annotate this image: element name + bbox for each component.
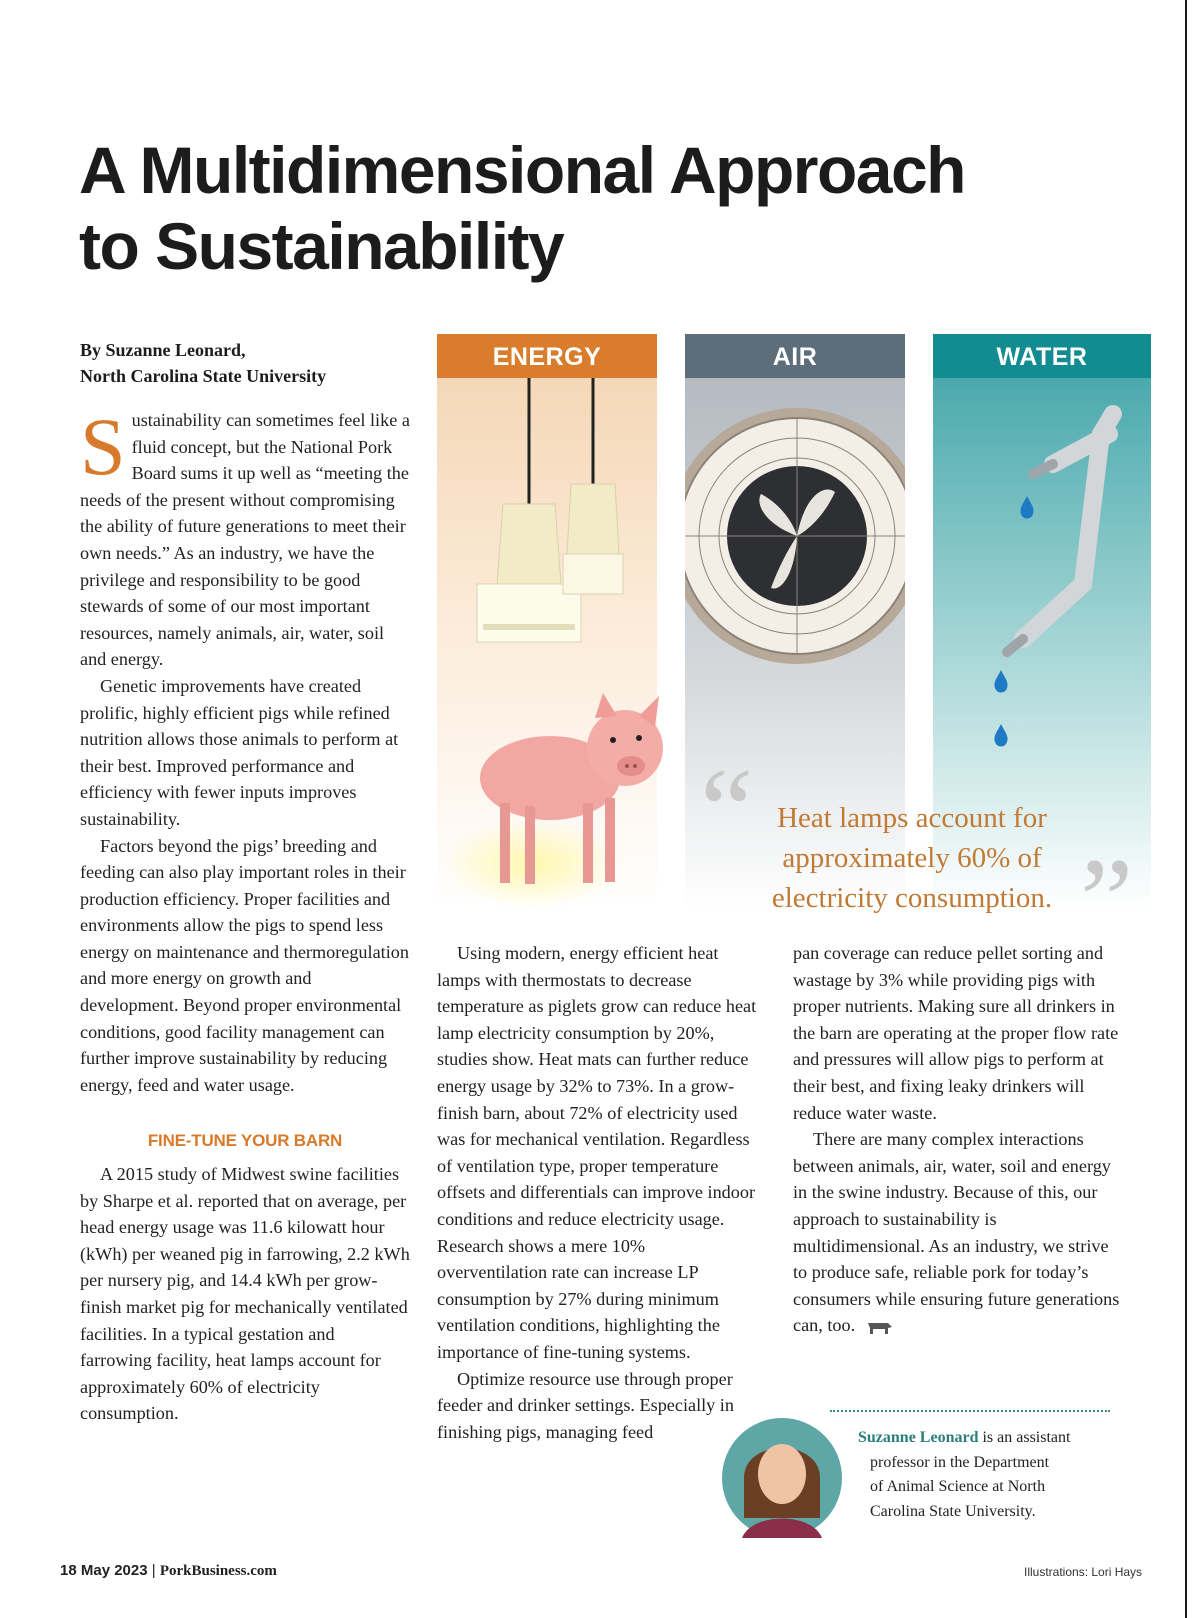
bio-divider bbox=[830, 1410, 1110, 1412]
close-quote-mark: ” bbox=[1080, 833, 1134, 966]
pig-icon bbox=[455, 688, 685, 898]
energy-panel-label: ENERGY bbox=[437, 334, 657, 378]
bio-text-4: Carolina State University. bbox=[870, 1502, 1036, 1520]
paragraph-conclusion-text: There are many complex interactions between animals, air, water, soil and energy in the swine industry. Because of this, our approach to sustainability is multidimensional. As an industry, we strive to produce safe, reliable pork for today’s consumers while ensuring future generations can, too. bbox=[793, 1129, 1120, 1336]
author-headshot bbox=[722, 1408, 842, 1548]
pull-quote-text bbox=[722, 798, 1102, 918]
paragraph-intro bbox=[80, 401, 410, 673]
paragraph-conclusion bbox=[793, 1126, 1123, 1339]
title-line-1: A Multidimensional Approach bbox=[79, 133, 965, 207]
article-column-2 bbox=[437, 940, 759, 1445]
section-subhead: FINE-TUNE YOUR BARN bbox=[147, 1131, 343, 1151]
paragraph-genetics: Genetic improvements have created prolific, highly efficient pigs while refined nutrition allows those animals to perform at their best. Improved performance and efficiency with fewer inputs improves sustainability. bbox=[80, 675, 399, 829]
byline-affiliation: North Carolina State University bbox=[80, 366, 327, 386]
open-quote-mark: “ bbox=[700, 743, 754, 876]
air-panel-label: AIR bbox=[685, 334, 905, 378]
paragraph-heat-lamps: Using modern, energy efficient heat lamps with thermostats to decrease temperature as piglets grow can reduce heat lamp electricity consumption by 20%, studies show. Heat mats can further reduce energy usage by 32% to 73%. In a grow-finish barn, about 72% of electricity used was for mechanical ventilation. Regardless of ventilation type, proper temperature offsets and differentials can improve indoor conditions and reduce electricity usage. Research shows a mere 10% overventilation rate can increase LP consumption by 27% during minimum ventilation conditions, highlighting the importance of fine-tuning systems. bbox=[437, 943, 757, 1362]
issue-date: May 2023 bbox=[80, 1562, 148, 1579]
page-number: 18 bbox=[60, 1562, 77, 1579]
byline-author: By Suzanne Leonard, bbox=[80, 340, 246, 360]
page-edge-rule bbox=[1185, 0, 1187, 1618]
drop-cap: S bbox=[80, 401, 126, 492]
paragraph-intro-text: ustainability can sometimes feel like a fluid concept, but the National Pork Board sums it up well as “meeting the needs of the present without compromising the ability of future generations to meet their own needs.” As an industry, we have the privilege and responsibility to be good stewards of some of our most important resources, namely animals, air, water, soil and energy. bbox=[80, 410, 410, 670]
bio-text-3: of Animal Science at North bbox=[870, 1478, 1046, 1495]
pull-quote bbox=[700, 743, 1140, 966]
article-column-3 bbox=[793, 940, 1123, 1339]
bio-author-name: Suzanne Leonard bbox=[858, 1429, 979, 1446]
footer-separator: | bbox=[151, 1562, 156, 1579]
article-column-1 bbox=[80, 401, 410, 1427]
bio-text-1: is an assistant bbox=[978, 1429, 1071, 1446]
byline bbox=[80, 337, 326, 389]
paragraph-facilities: Factors beyond the pigs’ breeding and feeding can also play important roles in their production efficiency. Proper facilities and environments allow the pigs to spend less energy on maintenance and thermoregulation and more energy on growth and development. Beyond proper environmental conditions, good facility management can further improve sustainability by reducing energy, feed and water usage. bbox=[80, 835, 409, 1095]
pull-quote-line-1: Heat lamps account for bbox=[777, 802, 1047, 834]
end-mark-pig-icon bbox=[866, 1319, 894, 1335]
paragraph-study: A 2015 study of Midwest swine facilities by Sharpe et al. reported that on average, per head energy usage was 11.6 kilowatt hour (kWh) per weaned pig in farrowing, 2.2 kWh per nursery pig, and 14.4 kWh per grow-finish market pig for mechanically ventilated facilities. In a typical gestation and farrowing facility, heat lamps account for approximately 60% of electricity consumption. bbox=[80, 1164, 410, 1424]
illustration-credit: Illustrations: Lori Hays bbox=[1024, 1565, 1143, 1579]
paragraph-feeder: Optimize resource use through proper feeder and drinker settings. Especially in finishing pigs, managing feed bbox=[437, 1368, 734, 1442]
article-title bbox=[79, 132, 979, 284]
bio-text-2: professor in the Department bbox=[870, 1453, 1050, 1471]
site-name: PorkBusiness.com bbox=[159, 1563, 277, 1579]
paragraph-drinkers: pan coverage can reduce pellet sorting and wastage by 3% while providing pigs with proper nutrients. Making sure all drinkers in the barn are operating at the proper flow rate and pressures will allow pigs to perform at their best, and fixing leaky drinkers will reduce water waste. bbox=[793, 943, 1119, 1123]
title-line-2: to Sustainability bbox=[79, 209, 564, 283]
pull-quote-line-2: approximately 60% of bbox=[782, 842, 1042, 874]
author-bio bbox=[858, 1426, 1108, 1524]
page-footer bbox=[60, 1562, 277, 1580]
water-panel-label: WATER bbox=[933, 334, 1151, 378]
pull-quote-line-3: electricity consumption. bbox=[771, 882, 1053, 914]
